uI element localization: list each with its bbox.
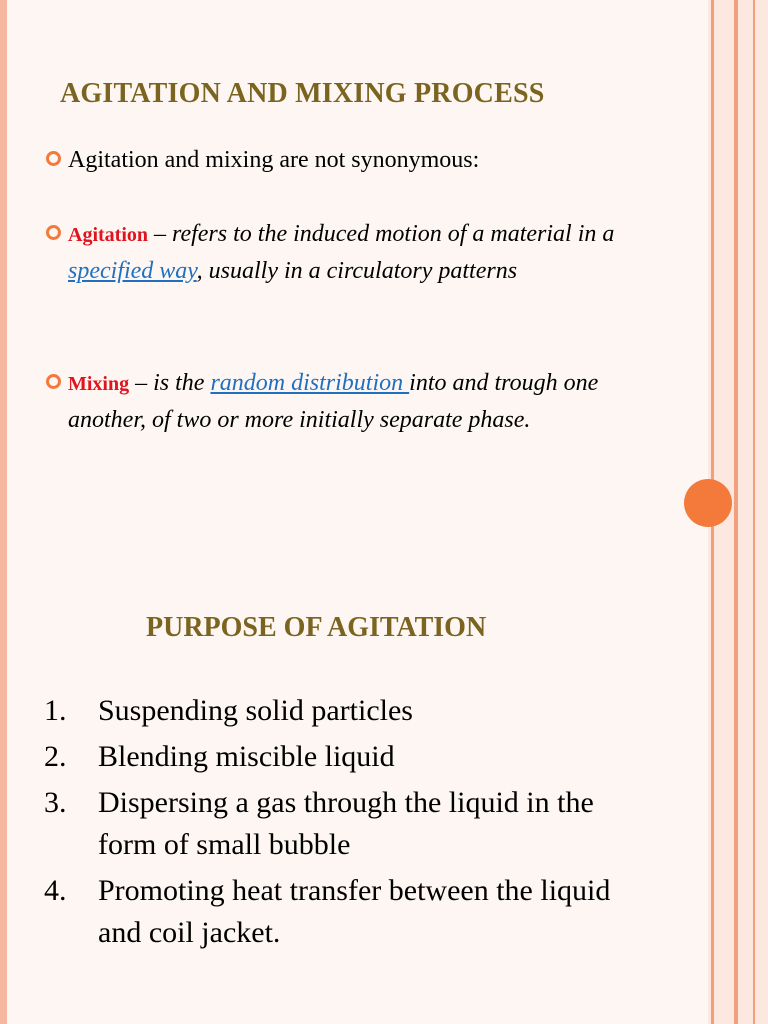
list-number: 3. bbox=[44, 786, 67, 819]
bullet-ring-icon bbox=[46, 374, 61, 389]
decorative-circle bbox=[684, 479, 732, 527]
bullet-ring-icon bbox=[46, 225, 61, 240]
bullet-mixing bbox=[68, 365, 618, 438]
left-border bbox=[0, 0, 7, 1024]
link-random-distribution[interactable]: random distribution bbox=[210, 370, 410, 396]
list-item-text: Dispersing a gas through the liquid in the form of small bubble bbox=[98, 786, 594, 861]
bullet-ring-icon bbox=[46, 151, 61, 166]
mixing-definition-start: is the bbox=[153, 370, 211, 396]
list-number: 1. bbox=[44, 694, 67, 727]
bullet-intro bbox=[68, 142, 618, 178]
slide-title: AGITATION AND MIXING PROCESS bbox=[60, 78, 545, 109]
list-item-text: Promoting heat transfer between the liquid and coil jacket. bbox=[98, 874, 611, 949]
term-mixing: Mixing bbox=[68, 373, 130, 395]
list-item bbox=[44, 782, 644, 866]
dash: – bbox=[148, 221, 172, 247]
list-number: 2. bbox=[44, 740, 67, 773]
list-item-text: Suspending solid particles bbox=[98, 694, 413, 727]
list-number: 4. bbox=[44, 874, 67, 907]
list-item bbox=[44, 736, 644, 778]
link-specified-way[interactable]: specified way bbox=[68, 258, 197, 284]
bullet-intro-text: Agitation and mixing are not synonymous: bbox=[68, 147, 480, 173]
list-item bbox=[44, 870, 644, 954]
decorative-rule bbox=[753, 0, 755, 1024]
purpose-list bbox=[44, 690, 644, 958]
purpose-title: PURPOSE OF AGITATION bbox=[146, 612, 487, 643]
bullet-agitation bbox=[68, 216, 618, 289]
mixing-definition-end: into and trough one another, of two or more initially separate phase. bbox=[68, 370, 599, 433]
agitation-definition-start: refers to the induced motion of a material in a bbox=[172, 221, 615, 247]
list-item bbox=[44, 690, 644, 732]
term-agitation: Agitation bbox=[68, 224, 148, 246]
decorative-rule bbox=[734, 0, 738, 1024]
list-item-text: Blending miscible liquid bbox=[98, 740, 395, 773]
agitation-definition-end: , usually in a circulatory patterns bbox=[196, 258, 518, 284]
dash: – bbox=[129, 370, 154, 396]
